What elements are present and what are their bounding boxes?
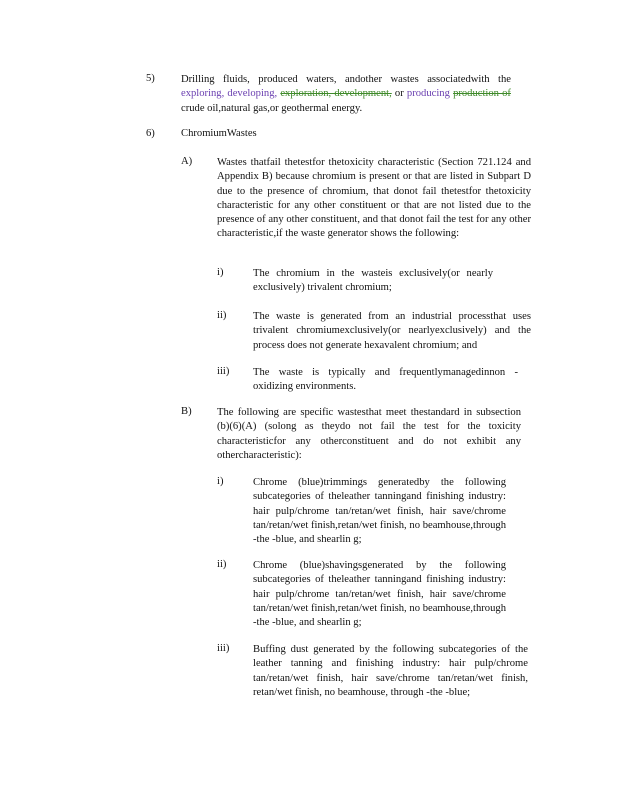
item5-paragraph	[181, 73, 511, 116]
list-item-label: iii)	[217, 366, 230, 377]
list-item-label: i)	[217, 476, 224, 487]
list-item-text: The waste is generated from an industrial processthat uses trivalent chromiumexclusively(or nearlyexclusively) and the process does not generate hexavalent chromium; and	[253, 311, 531, 351]
item5-text-part3: crude oil,natural gas,or geothermal energy.	[181, 102, 363, 114]
section-heading: ChromiumWastes	[181, 128, 257, 139]
subsection-label: B)	[181, 406, 192, 417]
list-item-text: The chromium in the wasteis exclusively(or nearly exclusively) trivalent chromium;	[253, 268, 493, 294]
list-item-text: Chrome (blue)trimmings generatedby the following subcategories of theleather tanningand finishing industry: hair pulp/chrome tan/retan/wet finish, hair save/chrome tan/retan/wet finish,retan/wet finish, no beamhouse,through -the -blue, and shearlin g;	[253, 477, 506, 546]
item-number: 6)	[146, 128, 155, 139]
list-item-label: ii)	[217, 310, 227, 321]
list-item-label: ii)	[217, 559, 227, 570]
list-item-text: Chrome (blue)shavingsgenerated by the following subcategories of theleather tanningand finishing industry: hair pulp/chrome tan/retan/wet finish, hair save/chrome tan/retan/wet finish,retan/wet finish, no beamhouse,through -the -blue, and shearlin g;	[253, 560, 506, 629]
item5-inserted-text-2: producing	[406, 88, 450, 100]
item5-text-part1: Drilling fluids, produced waters, andother wastes associatedwith the	[181, 74, 511, 85]
list-item-label: i)	[217, 267, 224, 278]
list-item-text: Buffing dust generated by the following subcategories of the leather tanning and finishing industry: hair pulp/chrome tan/retan/wet finish, hair save/chrome tan/retan/wet finish, retan/wet finish, no beamhouse, through -the -blue;	[253, 644, 528, 698]
list-item-text: The waste is typically and frequentlymanagedinnon - oxidizing environments.	[253, 367, 518, 393]
item5-inserted-text: exploring, developing,	[181, 88, 278, 100]
list-item-label: iii)	[217, 643, 230, 654]
item-number: 5)	[146, 73, 155, 84]
subsection-label: A)	[181, 156, 193, 167]
item5-deleted-text-2: production of	[453, 88, 511, 100]
item5-deleted-text: exploration, development,	[280, 88, 392, 100]
subsection-b-text: The following are specific wastesthat meet thestandard in subsection (b)(6)(A) (solong as theydo not fail the test for the toxicity characteristicfor any otherconstituent and do not exhibit any othercharacteristic):	[217, 407, 521, 461]
subsection-a-text: Wastes thatfail thetestfor thetoxicity characteristic (Section 721.124 and Appendix B) because chromium is present or that are listed in Subpart D due to the presence of chromium, that donot fail thetestfor thetoxicity characteristic for any other constituent or that are not listed due to the presence of any other constituent, and that donot fail the test for any other characteristic,if the waste generator shows the following:	[217, 157, 531, 240]
item5-text-part2: or	[394, 88, 404, 100]
